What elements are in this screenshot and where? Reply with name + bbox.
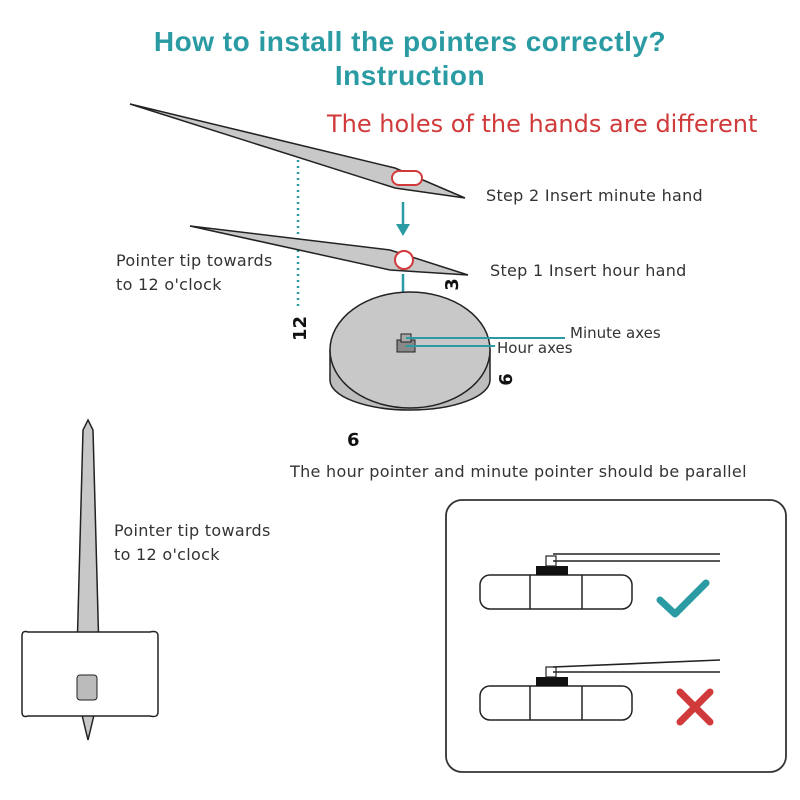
comparison-panel <box>446 500 786 772</box>
page-title: How to install the pointers correctly? <box>153 26 667 57</box>
tip-top-line2: to 12 o'clock <box>116 275 222 294</box>
arrow-head-1 <box>396 224 410 236</box>
dial-number-3: 3 <box>441 278 463 291</box>
tip-bottom-line1: Pointer tip towards <box>114 521 271 540</box>
dial-number-6: 6 <box>495 373 517 386</box>
correct-movement <box>480 575 632 609</box>
hour-axes-label: Hour axes <box>497 339 573 357</box>
holes-note: The holes of the hands are different <box>327 110 758 138</box>
dial-number-12: 12 <box>290 315 312 342</box>
dial-number-9: 9 <box>347 428 360 449</box>
wrong-nut <box>536 677 568 686</box>
minute-axes-label: Minute axes <box>570 324 661 342</box>
hour-hand-hole <box>395 251 413 269</box>
wrong-movement <box>480 686 632 720</box>
movement-box <box>22 632 158 717</box>
correct-nut <box>536 566 568 575</box>
minute-hand-hole <box>392 171 422 185</box>
tip-top-line1: Pointer tip towards <box>116 251 273 270</box>
page-subtitle-instruction: Instruction <box>334 60 486 91</box>
parallel-note: The hour pointer and minute pointer should be parallel <box>290 462 747 481</box>
step-1-label: Step 1 Insert hour hand <box>490 261 687 280</box>
movement-shaft <box>77 675 97 700</box>
tip-bottom-line2: to 12 o'clock <box>114 545 220 564</box>
step-2-label: Step 2 Insert minute hand <box>486 186 704 205</box>
